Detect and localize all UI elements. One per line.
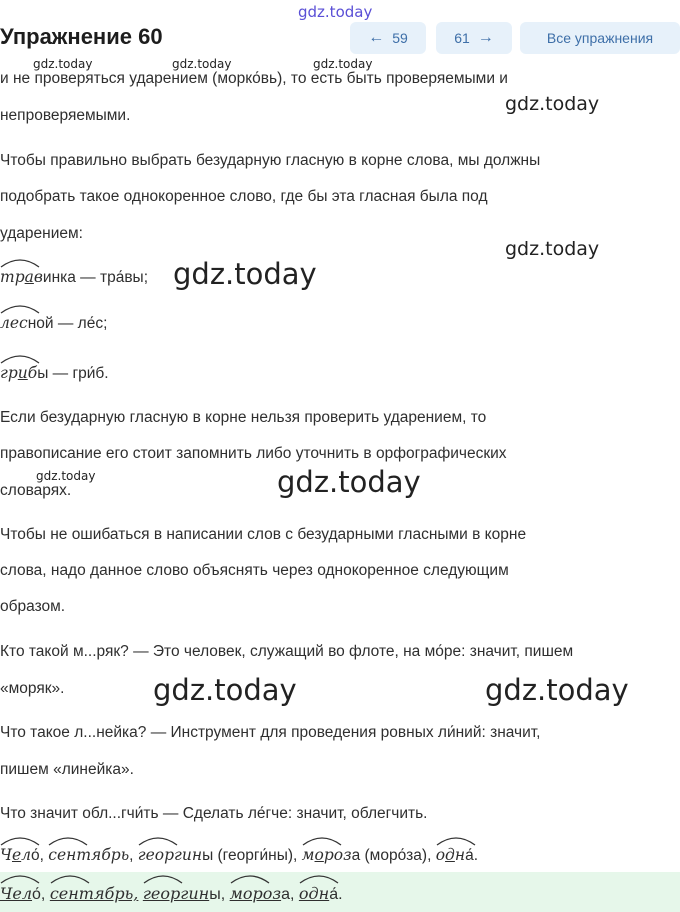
text-line: пишем «линейка». xyxy=(0,761,134,778)
text-line: подобрать такое однокоренное слово, где бы эта гласная была под xyxy=(0,188,488,205)
text-line: Чтобы не ошибаться в написании слов с безударными гласными в корне xyxy=(0,526,527,543)
text-line: ударением: xyxy=(0,225,83,242)
root-morpheme: трав xyxy=(0,268,43,286)
words-line: Чело́, сентябрь, георгины (георги́ны), мороза (моро́за), одна́. xyxy=(0,846,478,865)
text-line: правописание его стоит запомнить либо уточнить в орфографических xyxy=(0,445,507,462)
example-line: грибы — гри́б. xyxy=(0,364,109,383)
text-line: и не проверяться ударением (морко́вь), то есть быть проверяемыми и xyxy=(0,70,508,87)
text-line: Если безударную гласную в корне нельзя проверить ударением, то xyxy=(0,409,487,426)
watermark: gdz.today xyxy=(505,238,600,260)
watermark: gdz.today xyxy=(33,57,93,71)
root-arc-icon xyxy=(0,256,40,268)
root-arc-icon xyxy=(0,302,40,314)
all-exercises-label: Все упражнения xyxy=(546,30,654,46)
answer-line: Чело́, сентябрь, георгины, мороза, одна́. xyxy=(0,884,343,904)
root-morpheme: одн xyxy=(436,846,465,864)
watermark: gdz.today xyxy=(153,673,297,707)
example-line: травинка — тра́вы; xyxy=(0,268,148,287)
root-arc-icon xyxy=(299,872,339,884)
watermark: gdz.today xyxy=(277,465,421,499)
root-arc-icon xyxy=(302,834,342,846)
watermark: gdz.today xyxy=(36,469,96,483)
all-exercises-button[interactable] xyxy=(520,22,680,54)
text-line: слова, надо данное слово объяснять через однокоренное следующим xyxy=(0,562,509,579)
root-arc-icon xyxy=(50,872,90,884)
next-exercise-button[interactable] xyxy=(436,22,512,54)
text-line: Что значит обл...гчи́ть — Сделать ле́гче: значит, облегчить. xyxy=(0,805,428,822)
watermark-top: gdz.today xyxy=(298,3,373,21)
arrow-left-icon: ← xyxy=(368,29,385,46)
text-line: Чтобы правильно выбрать безударную гласную в корне слова, мы должны xyxy=(0,152,541,169)
root-arc-icon xyxy=(0,834,40,846)
root-arc-icon xyxy=(436,834,476,846)
root-morpheme: гриб xyxy=(0,364,37,382)
root-morpheme: сентябрь, xyxy=(50,884,139,903)
root-arc-icon xyxy=(0,352,40,364)
prev-exercise-button[interactable] xyxy=(350,22,426,54)
root-morpheme: мороз xyxy=(230,884,282,903)
text-line: Кто такой м...ряк? — Это человек, служащий во флоте, на мо́ре: значит, пишем xyxy=(0,643,574,660)
root-arc-icon xyxy=(138,834,178,846)
arrow-right-icon: → xyxy=(477,29,494,46)
watermark: gdz.today xyxy=(172,57,232,71)
text-line: словарях. xyxy=(0,482,72,499)
watermark: gdz.today xyxy=(505,93,600,115)
text-line: Что такое л...нейка? — Инструмент для проведения ровных ли́ний: значит, xyxy=(0,724,541,741)
prev-exercise-label: 59 xyxy=(392,30,408,46)
next-exercise-label: 61 xyxy=(454,30,470,46)
text-line: «моряк». xyxy=(0,680,65,697)
text-line: непроверяемыми. xyxy=(0,107,131,124)
root-arc-icon xyxy=(230,872,270,884)
root-arc-icon xyxy=(48,834,88,846)
page-title: Упражнение 60 xyxy=(0,24,163,49)
watermark: gdz.today xyxy=(313,57,373,71)
root-arc-icon xyxy=(143,872,183,884)
root-morpheme: сентябрь xyxy=(48,846,129,864)
example-line: лесной — ле́с; xyxy=(0,314,107,333)
root-morpheme: георгин xyxy=(143,884,209,903)
watermark: gdz.today xyxy=(485,673,629,707)
text-line: образом. xyxy=(0,598,66,615)
root-morpheme: лес xyxy=(0,314,28,332)
watermark: gdz.today xyxy=(173,257,317,291)
root-morpheme: георгин xyxy=(138,846,202,864)
root-morpheme: одн xyxy=(299,884,329,903)
root-arc-icon xyxy=(0,872,40,884)
root-morpheme: Чел xyxy=(0,884,32,903)
root-morpheme: Чел xyxy=(0,846,31,864)
root-morpheme: мороз xyxy=(302,846,352,864)
